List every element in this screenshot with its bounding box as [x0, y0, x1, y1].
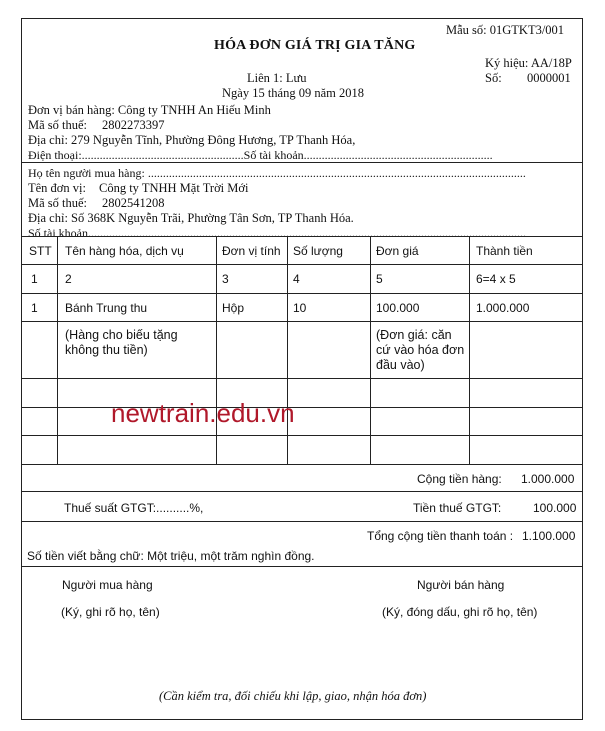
- item-price: 100.000: [376, 301, 420, 315]
- item-unit: Hộp: [222, 301, 245, 315]
- subtotal-value: 1.000.000: [521, 472, 575, 486]
- buyer-tax-label: Mã số thuế:: [28, 196, 88, 210]
- buyer-signature-note: (Ký, ghi rõ họ, tên): [61, 605, 160, 619]
- buyer-signature-title: Người mua hàng: [62, 578, 153, 592]
- buyer-company: Công ty TNHH Mặt Trời Mới: [99, 181, 249, 195]
- index-cell: 2: [65, 272, 72, 286]
- table-top: [21, 236, 582, 237]
- price-note: (Đơn giá: căn cứ vào hóa đơn đầu vào): [376, 328, 465, 372]
- index-cell: 6=4 x 5: [476, 272, 516, 286]
- buyer-address: Địa chỉ: Số 368K Nguyễn Trãi, Phường Tân Sơn, TP Thanh Hóa.: [28, 211, 354, 225]
- col-header-name: Tên hàng hóa, dịch vụ: [65, 244, 184, 258]
- table-bottom: [21, 464, 582, 465]
- invoice-title: HÓA ĐƠN GIÁ TRỊ GIA TĂNG: [214, 38, 416, 53]
- item-qty: 10: [293, 301, 307, 315]
- item-stt: 1: [31, 301, 38, 315]
- item-amount: 1.000.000: [476, 301, 530, 315]
- index-cell: 4: [293, 272, 300, 286]
- watermark-text: newtrain.edu.vn: [111, 398, 295, 428]
- vat-value: 100.000: [533, 501, 577, 515]
- total-value: 1.100.000: [522, 529, 576, 543]
- col-header-price: Đơn giá: [376, 244, 419, 258]
- seller-phone-account: Điện thoại:......................................................Số tài khoản...............................................................: [28, 148, 493, 162]
- invoice-number: 0000001: [527, 71, 571, 85]
- item-note: (Hàng cho biếu tặng không thu tiền): [65, 328, 178, 357]
- item-name: Bánh Trung thu: [65, 301, 148, 315]
- seller-tax-code: 2802273397: [102, 118, 165, 132]
- copy-label: Liên 1: Lưu: [247, 71, 307, 85]
- seller-address: Địa chỉ: 279 Nguyễn Tĩnh, Phường Đông Hương, TP Thanh Hóa,: [28, 133, 356, 147]
- seller-tax-label: Mã số thuế:: [28, 118, 88, 132]
- buyer-name: Họ tên người mua hàng: ..............................................................................................................................: [28, 166, 526, 180]
- col-header-qty: Số lượng: [293, 244, 343, 258]
- footer-note: (Cần kiểm tra, đối chiếu khi lập, giao, nhận hóa đơn): [159, 689, 427, 703]
- index-cell: 5: [376, 272, 383, 286]
- seller-divider: [21, 162, 582, 163]
- seller-signature-title: Người bán hàng: [417, 578, 505, 592]
- seller-name: Đơn vị bán hàng: Công ty TNHH An Hiếu Minh: [28, 103, 271, 117]
- invoice-number-label: Số:: [485, 71, 502, 85]
- vat-rate: Thuế suất GTGT:..........%,: [64, 501, 204, 515]
- form-code: Mẫu số: 01GTKT3/001: [446, 23, 565, 37]
- buyer-company-label: Tên đơn vị:: [28, 181, 86, 195]
- invoice-date: Ngày 15 tháng 09 năm 2018: [222, 86, 364, 100]
- seller-signature-note: (Ký, đóng dấu, ghi rõ họ, tên): [382, 605, 538, 619]
- index-cell: 1: [31, 272, 38, 286]
- vat-label: Tiền thuế GTGT:: [413, 501, 502, 515]
- index-cell: 3: [222, 272, 229, 286]
- col-header-amount: Thành tiền: [476, 244, 533, 258]
- invoice-symbol: Ký hiệu: AA/18P: [485, 56, 572, 70]
- buyer-tax-code: 2802541208: [102, 196, 165, 210]
- col-header-stt: STT: [29, 244, 52, 258]
- buyer-account: Số tài khoản..................................................................................................................................................: [28, 226, 526, 240]
- col-header-unit: Đơn vị tính: [222, 244, 281, 258]
- amount-in-words: Số tiền viết bằng chữ: Một triệu, một trăm nghìn đồng.: [27, 549, 315, 563]
- total-label: Tổng cộng tiền thanh toán :: [367, 529, 514, 543]
- subtotal-label: Cộng tiền hàng:: [417, 472, 502, 486]
